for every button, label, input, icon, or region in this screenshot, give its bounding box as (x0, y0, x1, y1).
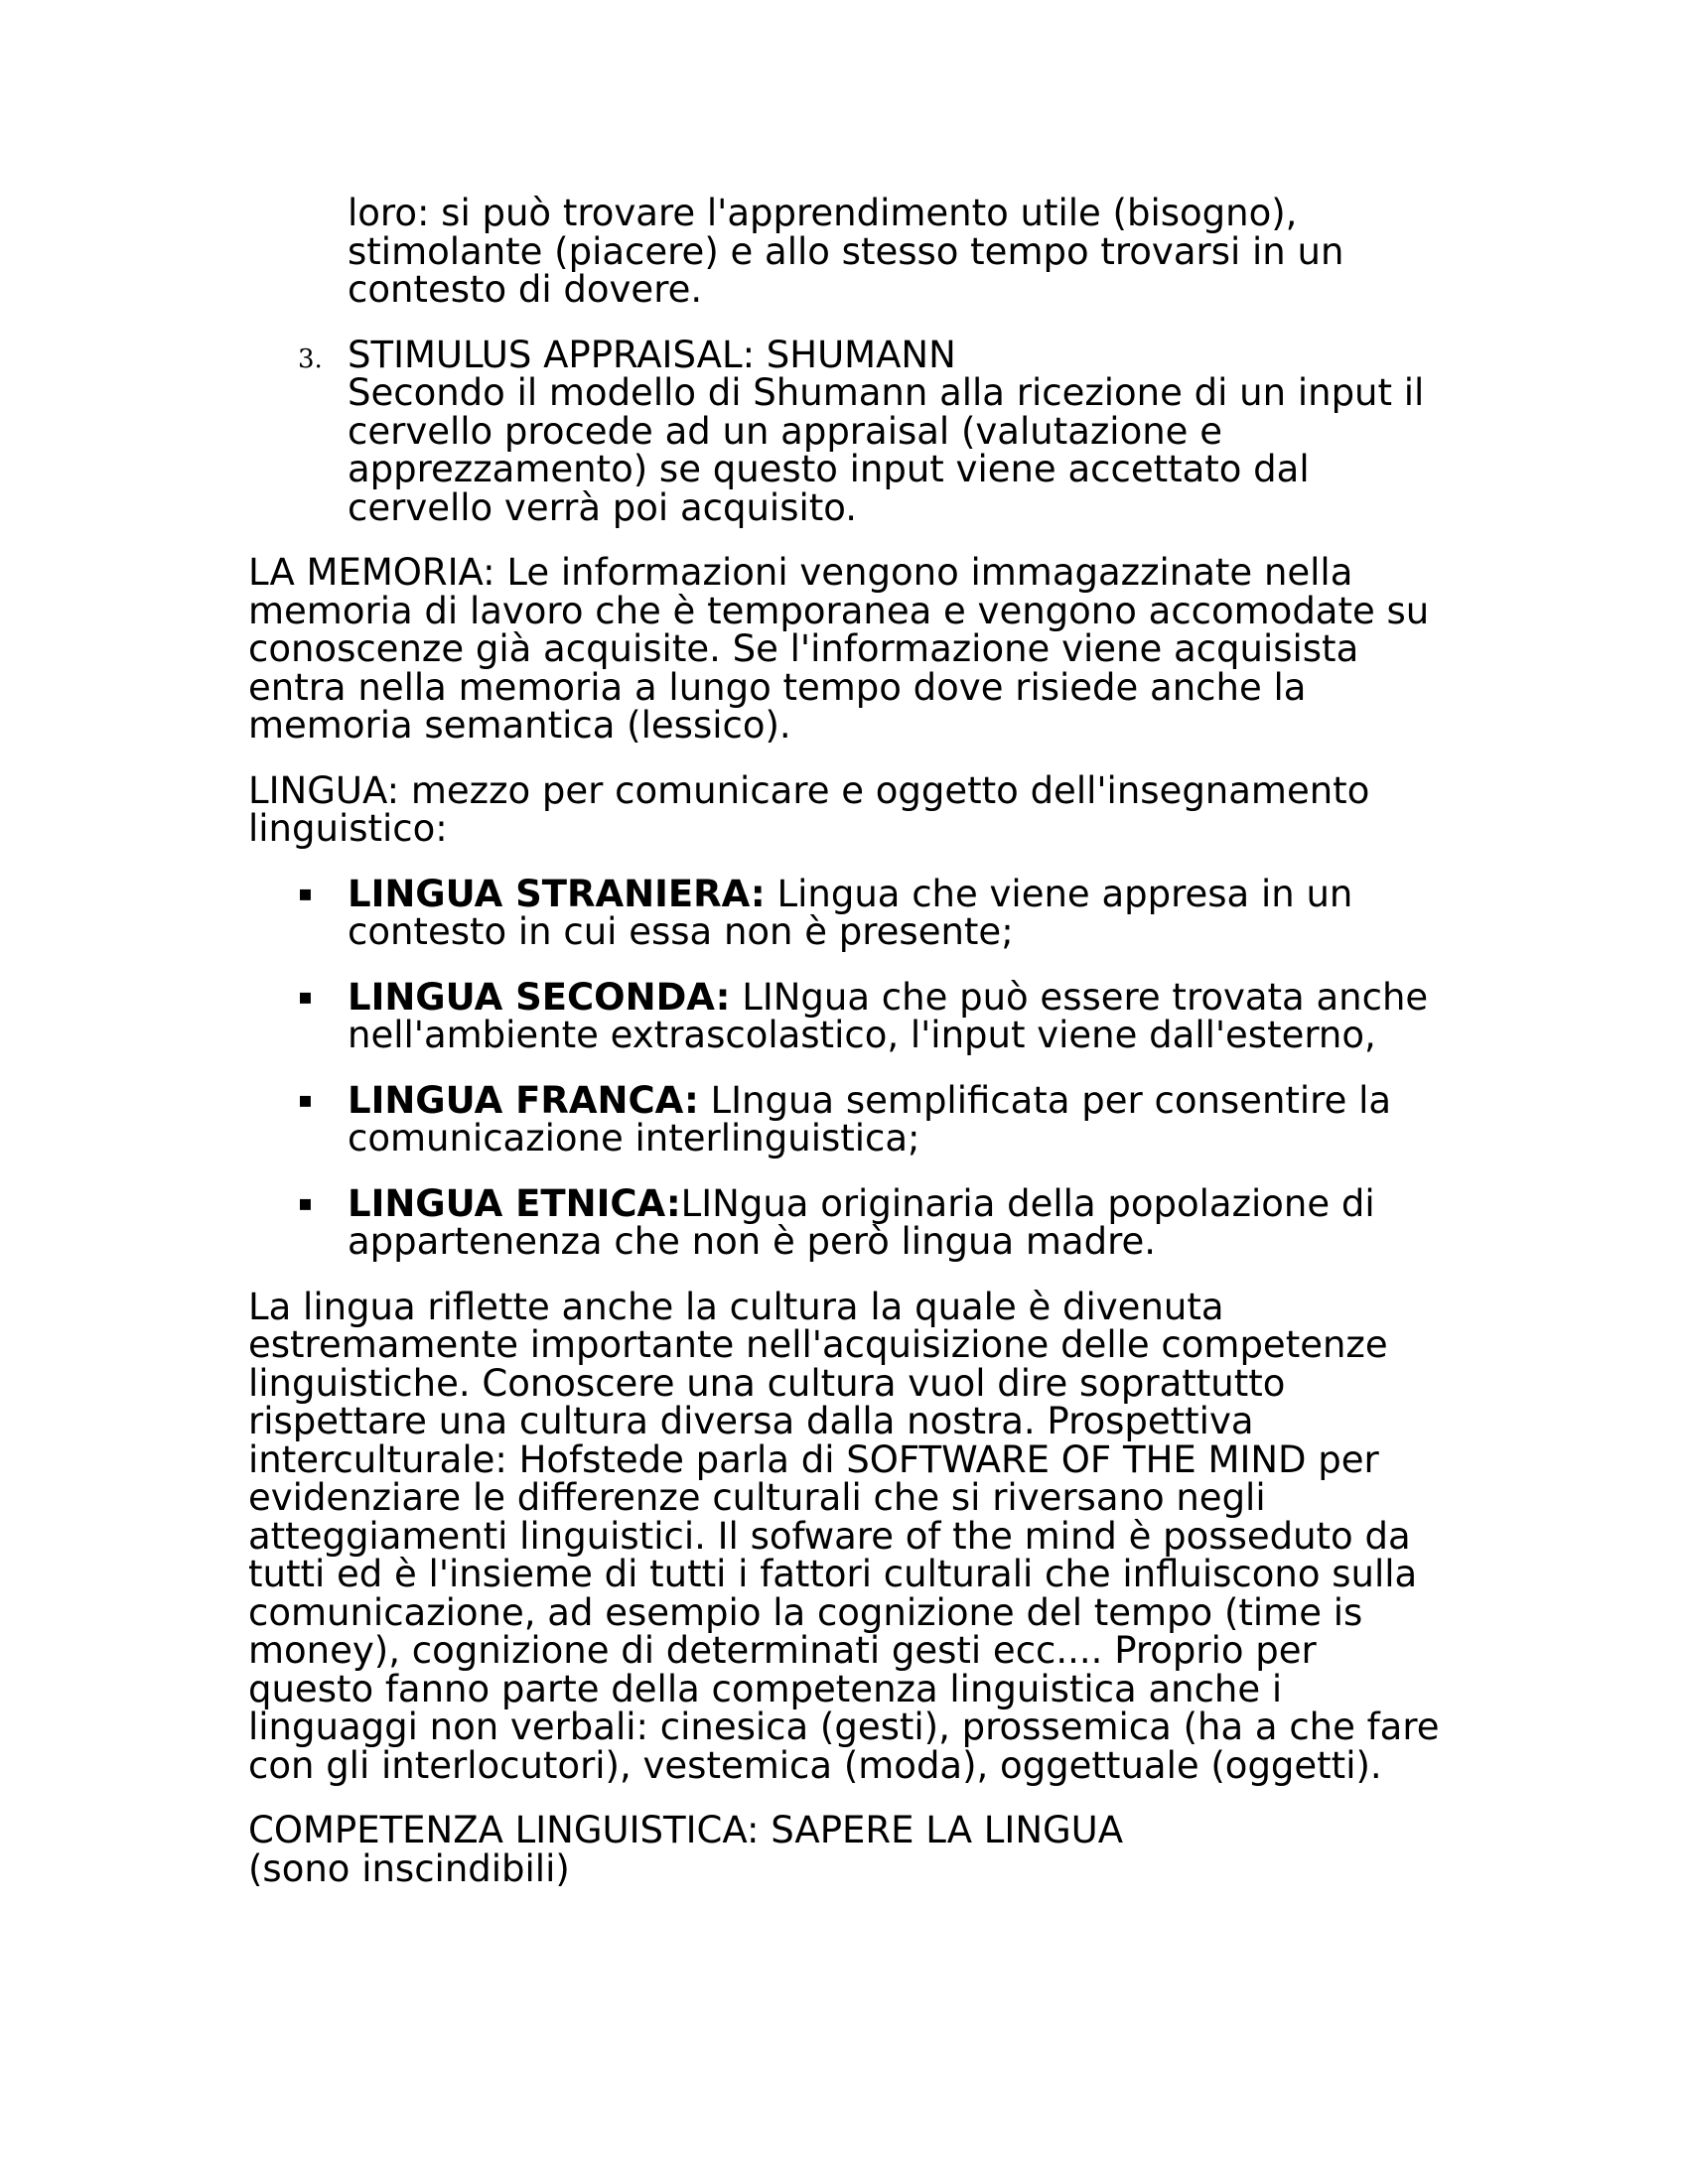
bullet-item (298, 1181, 1440, 1263)
list-number: 3. (298, 343, 323, 374)
item-heading: STIMULUS APPRAISAL: SHUMANN (348, 333, 956, 376)
bullet-item (298, 975, 1440, 1056)
item-text: Secondo il modello di Shumann alla ricezione di un input il cervello procede ad un appraisal (valutazione e apprezzamento) se questo input viene accettato dal cervello verrà poi acquisito. (348, 371, 1425, 529)
bullet-icon: ▪ (298, 984, 313, 1010)
cultura-paragraph: La lingua riflette anche la cultura la quale è divenuta estremamente importante nell'acquisizione delle competenze linguistiche. Conoscere una cultura vuol dire soprattutto rispettare una cultura diversa dalla nostra. Prospettiva interculturale: Hofstede parla di SOFTWARE OF THE MIND per evidenziare le differenze culturali che si riversano negli atteggiamenti linguistici. Il sofware of the mind è posseduto da tutti ed è l'insieme di tutti i fattori culturali che influiscono sulla comunicazione, ad esempio la cognizione del tempo (time is money), cognizione di determinati gesti ecc.... Proprio per questo fanno parte della competenza linguistica anche i linguaggi non verbali: cinesica (gesti), prossemica (ha a che fare con gli interlocutori), vestemica (moda), oggettuale (oggetti). (248, 1285, 1440, 1787)
competenza-note: (sono inscindibili) (248, 1846, 570, 1890)
bullet-text: LINgua originaria della popolazione di appartenenza che non è però lingua madre. (348, 1181, 1375, 1263)
bullet-item (298, 1078, 1440, 1160)
lingua-intro: LINGUA: mezzo per comunicare e oggetto dell'insegnamento linguistico: (248, 768, 1370, 850)
bullet-item (298, 872, 1440, 953)
bullet-term: LINGUA SECONDA: (348, 975, 731, 1019)
memoria-paragraph: LA MEMORIA: Le informazioni vengono immagazzinate nella memoria di lavoro che è temporanea e vengono accomodate su conoscenze già acquisite. Se l'informazione viene acquisista entra nella memoria a lungo tempo dove risiede anche la memoria semantica (lessico). (248, 551, 1430, 747)
bullet-term: LINGUA STRANIERA: (348, 872, 766, 915)
bullet-text: LIngua semplificata per consentire la comunicazione interlinguistica; (348, 1078, 1392, 1160)
bullet-icon: ▪ (298, 881, 313, 906)
document-page (248, 192, 1440, 1890)
competenza-heading: COMPETENZA LINGUISTICA: SAPERE LA LINGUA (248, 1809, 1124, 1851)
continued-paragraph: loro: si può trovare l'apprendimento utile (bisogno), stimolante (piacere) e allo stesso tempo trovarsi in un contesto di dovere. (348, 192, 1344, 311)
bullet-term: LINGUA ETNICA: (348, 1181, 681, 1225)
bullet-icon: ▪ (298, 1087, 313, 1113)
bullet-term: LINGUA FRANCA: (348, 1078, 699, 1122)
bullet-icon: ▪ (298, 1190, 313, 1216)
bullet-text: Lingua che viene appresa in un contesto in cui essa non è presente; (348, 872, 1353, 953)
competenza-block (248, 1809, 1440, 1890)
numbered-item-3 (298, 333, 1440, 529)
bullet-text: LINgua che può essere trovata anche nell'ambiente extrascolastico, l'input viene dall'esterno, (348, 975, 1429, 1056)
